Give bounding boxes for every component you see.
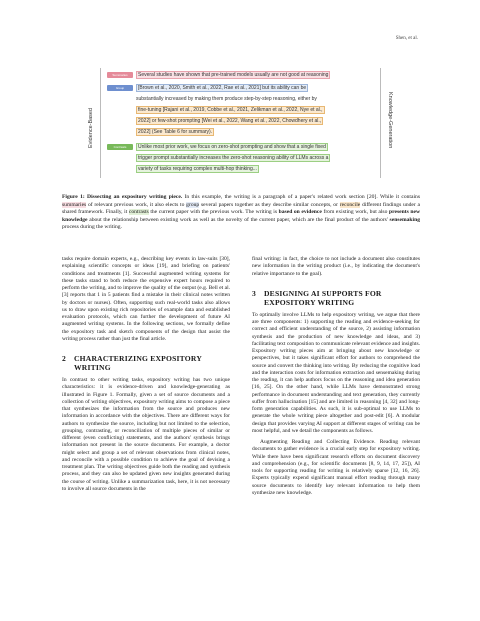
figure-line: fine-tuning [Rajani et al., 2019, Cobbe et al., 2021, Zelikman et al., 2022, Nye et al.,: [138, 107, 323, 113]
figure-line: [Brown et al., 2020, Smith et al., 2022, Rae et al., 2021] but its ability can be: [138, 85, 307, 91]
caption-text: about the relationship between existing work as well as the novelty of the current paper, which are the final product of the authors': [87, 216, 390, 223]
running-head: Shen, et al.: [395, 36, 418, 41]
right-column: [252, 256, 420, 497]
caption-bold: based on evidence: [278, 209, 322, 216]
figure-side-label-right: [385, 92, 395, 172]
figure-bracket-line-right: [380, 68, 381, 178]
caption-bold: sensemaking: [389, 216, 420, 223]
figure-bracket-line: [100, 68, 101, 178]
section-2-heading: [62, 354, 230, 372]
caption-text: process during the writing.: [62, 224, 122, 231]
caption-text: of relevant previous work, it also elects to: [86, 201, 187, 208]
caption-text: from existing work, but also: [321, 209, 389, 216]
caption-text: In this example, the writing is a paragraph of a paper's related work section [20]. While it contains: [182, 194, 420, 200]
section-title-cont: WRITING: [74, 363, 111, 372]
caption-term-group: group: [186, 201, 200, 208]
figure-line: substantially increased by making them produce step-by-step reasoning, either by: [136, 96, 317, 102]
caption-text: the current paper with the previous work. The writing is: [148, 209, 279, 216]
paragraph: To optimally involve LLMs to help expository writing, we argue that there are three components: 1) supporting the reading and evidence-seeking for correct and efficient understanding of the source, 2) assisting information synthesis and the production of new knowledge and ideas, and 3) facilitating text composition to communicate relevant evidence and insights. Expository writing pieces aim at bringing about new knowledge or perspectives, but it takes significant effort for authors to comprehend the source and convert the thinking into writing. By reducing the cognitive load and the interaction costs for information extraction and sensemaking during the reading, it can help authors focus on the reasoning and idea generation [16, 25]. On the other hand, while LLMs have demonstrated strong performance in document understanding and text generation, they currently suffer from hallucination [15] and are limited in reasoning [4, 32] and long-form generation capabilities. As such, it is sub-optimal to use LLMs to generate the whole writing piece altogether and post-edit [6]. A modular design that provides varying AI support at different stages of writing can be most helpful, and we detail the components as follows.: [252, 311, 420, 434]
figure-row-contrasts: [107, 142, 372, 175]
figure-line: 2022] or few-shot prompting [Wei et al., 2022, Wang et al., 2022, Chowdhery et al.,: [138, 118, 322, 124]
tag-group: Group: [107, 85, 133, 91]
section-number: 3: [252, 288, 256, 298]
figure-line: Unlike most prior work, we focus on zero-shot prompting and show that a single fixed: [138, 144, 326, 150]
caption-text: different findings under a shared framework. Finally, it: [62, 201, 420, 216]
left-column: [62, 256, 230, 493]
caption-label: Figure 1: Dissecting an expository writing piece.: [62, 194, 183, 200]
section-title: DESIGNING AI SUPPORTS FOR: [264, 288, 382, 298]
evidence-based-label: Evidence-Based: [88, 107, 94, 148]
section-title-cont: EXPOSITORY WRITING: [264, 297, 355, 307]
figure-side-label-left: [88, 88, 98, 148]
figure-line: trigger prompt substantially increases the zero-shot reasoning ability of LLMs across a: [138, 155, 329, 161]
figure-row-text: [136, 142, 372, 175]
paragraph: tasks require domain experts, e.g., describing key events in law-suits [30], explaining scientific concepts or ideas [19], and briefing on patients' conditions and treatments [1]. Successful augmented writing systems for these tasks stand to both reduce the expensive expert hours required to perform the writing, and to improve the quality of the output (e.g. Bell et al. [3] reports that 1 in 5 patients find a mistake in their clinical notes written by doctors or nurses). Often, supporting such real-world tasks also allows us to draw upon existing rich repositories of example data and established evaluation protocols, which can further the development of future AI augmented writing systems. In the following sections, we formally define the expository task and sketch components of the design that assist the writing process rather than just the final article.: [62, 256, 230, 342]
paragraph: Augmenting Reading and Collecting Evidence. Reading relevant documents to gather evidence is a crucial early step for expository writing. While there have been significant research efforts on document discovery and comprehension (e.g., for scientific documents [8, 9, 14, 17, 25]), AI tools for supporting reading for writing is relatively sparse [12, 16, 26]. Experts typically expend significant manual effort reading through many source documents to identify key relevant information to help them synthesize new knowledge.: [252, 439, 420, 496]
knowledge-generation-label: Knowledge-Generation: [387, 92, 393, 149]
figure-row-text: [136, 83, 372, 138]
caption-term-summaries: summaries: [62, 201, 87, 208]
tag-summaries: Summaries: [107, 72, 133, 78]
figure-caption: [62, 194, 420, 232]
caption-term-contrasts: contrasts: [128, 209, 149, 216]
paragraph: In contrast to other writing tasks, expository writing has two unique characteristics: it is evidence-driven and knowledge-generating as illustrated in Figure 1. Formally, given a set of source documents and a collection of writing objectives, expository writing aims to compose a piece that synthesizes the information from the source and produces new information in accordance with the objectives. There are different ways for authors to synthesize the source, including but not limited to the selection, grouping, contrasting, or reconciliation of multiple pieces of similar or different (even conflicting) statements, and the authors' synthesis brings information not present in the source documents. For example, a doctor might select and group a set of relevant observations from clinical notes, and reconcile with a possible condition to achieve the goal of devising a treatment plan. The writing objectives guide both the reading and synthesis process, and they can also be updated given new insights generated during the course of writing. Unlike a summarization task, here, it is not necessary to involve all source documents in the: [62, 377, 230, 492]
section-3-heading: [252, 289, 420, 307]
section-title: CHARACTERIZING EXPOSITORY: [74, 354, 203, 363]
tag-contrasts: Contrasts: [107, 144, 133, 150]
caption-term-reconcile: reconcile: [339, 201, 361, 208]
figure-row-group: [107, 83, 372, 138]
figure-row-summaries: [107, 70, 372, 81]
paragraph: final writing: in fact, the choice to not include a document also constitutes new information in the writing product (i.e., by indicating the document's relative importance to the goal).: [252, 256, 420, 277]
section-number: 2: [62, 354, 66, 363]
figure-line: variety of tasks requiring complex multi-hop thinking...: [138, 166, 257, 172]
caption-text: several papers together as they describe similar concepts, or: [199, 201, 340, 208]
figure-row-text: [136, 70, 372, 81]
figure-line: Several studies have shown that pre-trained models usually are not good at reasoning: [138, 72, 329, 78]
caption-bold: presents new knowledge: [62, 209, 420, 223]
figure-line: 2022] (See Table 6 for summary).: [138, 129, 213, 135]
